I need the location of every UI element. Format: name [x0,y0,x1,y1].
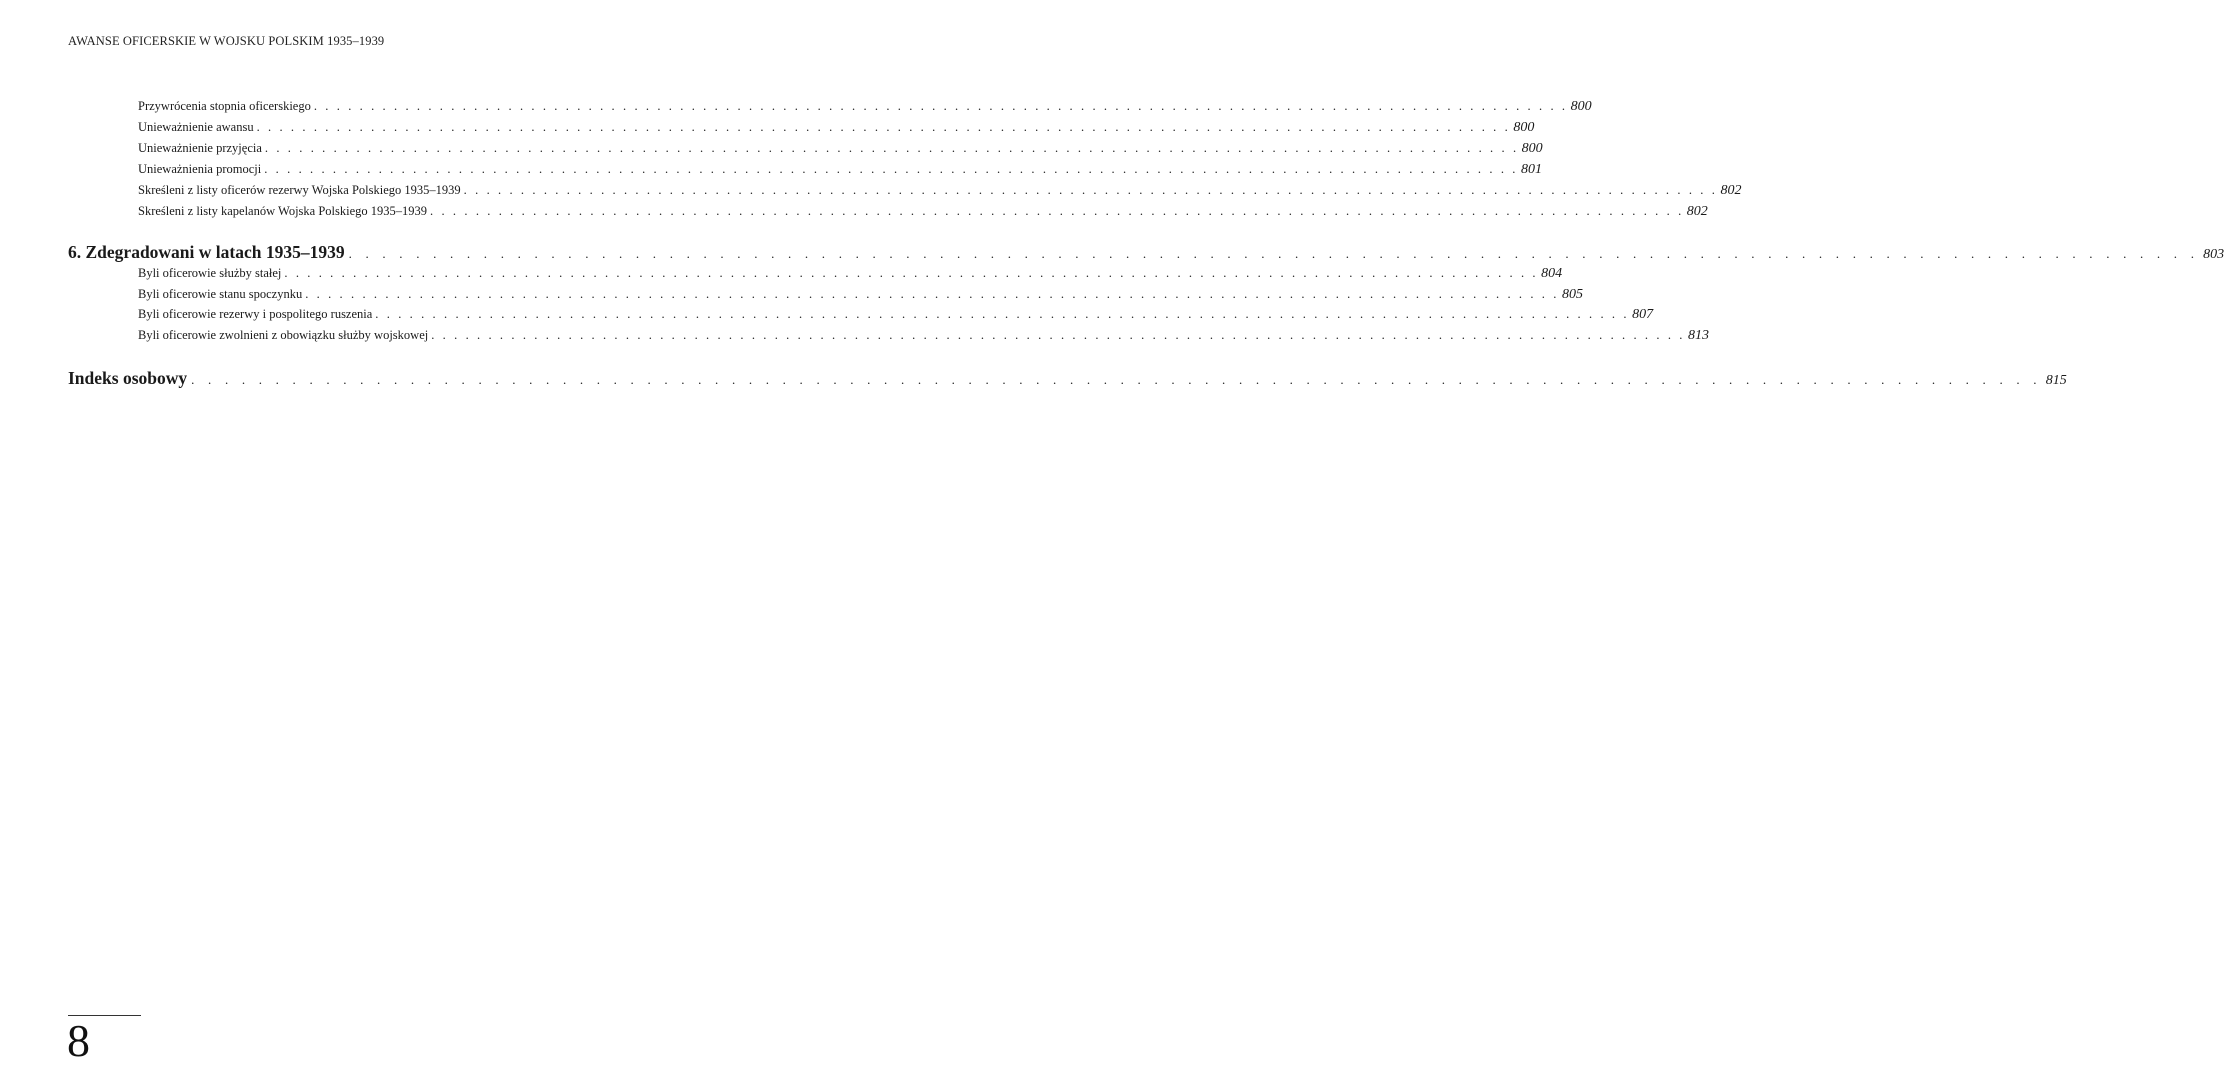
toc-entry-page: 813 [1688,328,1709,343]
toc-entry-page: 805 [1561,287,1583,302]
toc-entry-page: 807 [1632,307,1654,322]
dot-leader: . . . . . . . . . . . . . . . . . . . . . . . . . . . . . . . . . . . . . . . . . . . . . . . . . . . . . . . . . . . . . . . . . . . . . . . . . . . . . . . . . . . . . . . . . . . . . . . . . . . . . . . . . . . . . . [375,307,1630,321]
toc-entry[interactable] [138,204,1708,222]
toc-chapter[interactable] [68,242,2224,266]
dot-leader: . . . . . . . . . . . . . . . . . . . . . . . . . . . . . . . . . . . . . . . . . . . . . . . . . . . . . . . . . . . . . . . . . . . . . . . . . . . . . . . . . . . . . . . . . . . . . . . . . . . . . . . . . . . . . . [256,120,1511,134]
page-number: 8 [67,1015,90,1066]
toc-entry-title: Unieważnienie przyjęcia [138,141,262,155]
toc-entry-page: 802 [1686,204,1708,219]
dot-leader: . . . . . . . . . . . . . . . . . . . . . . . . . . . . . . . . . . . . . . . . . . . . . . . . . . . . . . . . . . . . . . . . . . . . . . . . . . . . . . . . . . . . . . . . . . . . . . . . . . . . . . . . . . . . . . [430,204,1684,218]
toc-entry-title: Byli oficerowie rezerwy i pospolitego ruszenia [138,307,373,321]
toc-entry[interactable] [138,287,1583,305]
toc-index-entry[interactable] [68,368,2067,392]
dot-leader: . . . . . . . . . . . . . . . . . . . . . . . . . . . . . . . . . . . . . . . . . . . . . . . . . . . . . . . . . . . . . . . . . . . . . . . . . . . . . . . . . . . . . . . . . . . . . . . . . . . . . . . . . . . . . . [284,266,1539,280]
toc-entry[interactable] [138,266,1563,284]
toc-chapter-page: 803 [2203,247,2224,262]
toc-entry[interactable] [138,183,1742,201]
dot-leader: . . . . . . . . . . . . . . . . . . . . . . . . . . . . . . . . . . . . . . . . . . . . . . . . . . . . . . . . . . . . . . . . . . . . . . . . . . . . . . . . . . . . . . . . . . . . . . . . . . . . . . . . . . . . . . [463,183,1718,197]
toc-index-title: Indeks osobowy [68,368,188,388]
toc-entry[interactable] [138,307,1654,325]
toc-entry-title: Byli oficerowie służby stałej [138,266,282,280]
dot-leader: . . . . . . . . . . . . . . . . . . . . . . . . . . . . . . . . . . . . . . . . . . . . . . . . . . . . . . . . . . . . . . . . . . . . . . . . . . . . . . . . . . . . . . . . . . . . . . . . . . . . . . . . . . . . . . [264,141,1519,155]
dot-leader: . . . . . . . . . . . . . . . . . . . . . . . . . . . . . . . . . . . . . . . . . . . . . . . . . . . . . . . . . . . . . . . . . . . . . . . . . . . . . . . . . . . . . . . . . . . . . . . . . . . . . . . . . . . . . . [313,99,1568,113]
toc-entry-title: Byli oficerowie stanu spoczynku [138,287,303,301]
toc-entry-title: Unieważnienie awansu [138,120,254,134]
toc-entry[interactable] [138,162,1542,180]
toc-entry-title: Skreśleni z listy kapelanów Wojska Polskiego 1935–1939 [138,204,428,218]
toc-entry-page: 804 [1541,266,1563,281]
toc-entry-page: 800 [1521,141,1543,156]
toc-entry[interactable] [138,99,1592,117]
toc-entry-title: Unieważnienia promocji [138,162,262,176]
toc-entry-page: 800 [1513,120,1535,135]
toc-entry[interactable] [138,141,1543,159]
toc-entry-title: Przywrócenia stopnia oficerskiego [138,99,311,113]
toc-entry-page: 800 [1570,99,1592,114]
dot-leader: . . . . . . . . . . . . . . . . . . . . . . . . . . . . . . . . . . . . . . . . . . . . . . . . . . . . . . . . . . . . . . . . . . . . . . . . . . . . . . . . . . . . . . . . . . . . . . . . . . . . . . . . . . . . . . [264,162,1518,176]
dot-leader: . . . . . . . . . . . . . . . . . . . . . . . . . . . . . . . . . . . . . . . . . . . . . . . . . . . . . . . . . . . . . . . . . . . . . . . . . . . . . . . . . . . . . . . . . . . . . . . . . . . . . . . . . . . . . . [191,372,2042,387]
running-head: AWANSE OFICERSKIE W WOJSKU POLSKIM 1935–1939 [68,34,385,48]
toc-index-page: 815 [2045,373,2067,388]
toc-entry-title: Skreśleni z listy oficerów rezerwy Wojska Polskiego 1935–1939 [138,183,461,197]
toc-entry-page: 802 [1720,183,1742,198]
dot-leader: . . . . . . . . . . . . . . . . . . . . . . . . . . . . . . . . . . . . . . . . . . . . . . . . . . . . . . . . . . . . . . . . . . . . . . . . . . . . . . . . . . . . . . . . . . . . . . . . . . . . . . . . . . . . . . [431,328,1685,342]
dot-leader: . . . . . . . . . . . . . . . . . . . . . . . . . . . . . . . . . . . . . . . . . . . . . . . . . . . . . . . . . . . . . . . . . . . . . . . . . . . . . . . . . . . . . . . . . . . . . . . . . . . . . . . . . . . . . . [305,287,1559,301]
toc-entry[interactable] [138,120,1535,138]
toc-entry[interactable] [138,328,1709,346]
dot-leader: . . . . . . . . . . . . . . . . . . . . . . . . . . . . . . . . . . . . . . . . . . . . . . . . . . . . . . . . . . . . . . . . . . . . . . . . . . . . . . . . . . . . . . . . . . . . . . . . . . . . . . . . . . . . . . [348,246,2200,261]
toc-entry-title: Byli oficerowie zwolnieni z obowiązku służby wojskowej [138,328,429,342]
toc-entry-page: 801 [1521,162,1542,177]
toc-chapter-title: 6. Zdegradowani w latach 1935–1939 [68,242,345,262]
